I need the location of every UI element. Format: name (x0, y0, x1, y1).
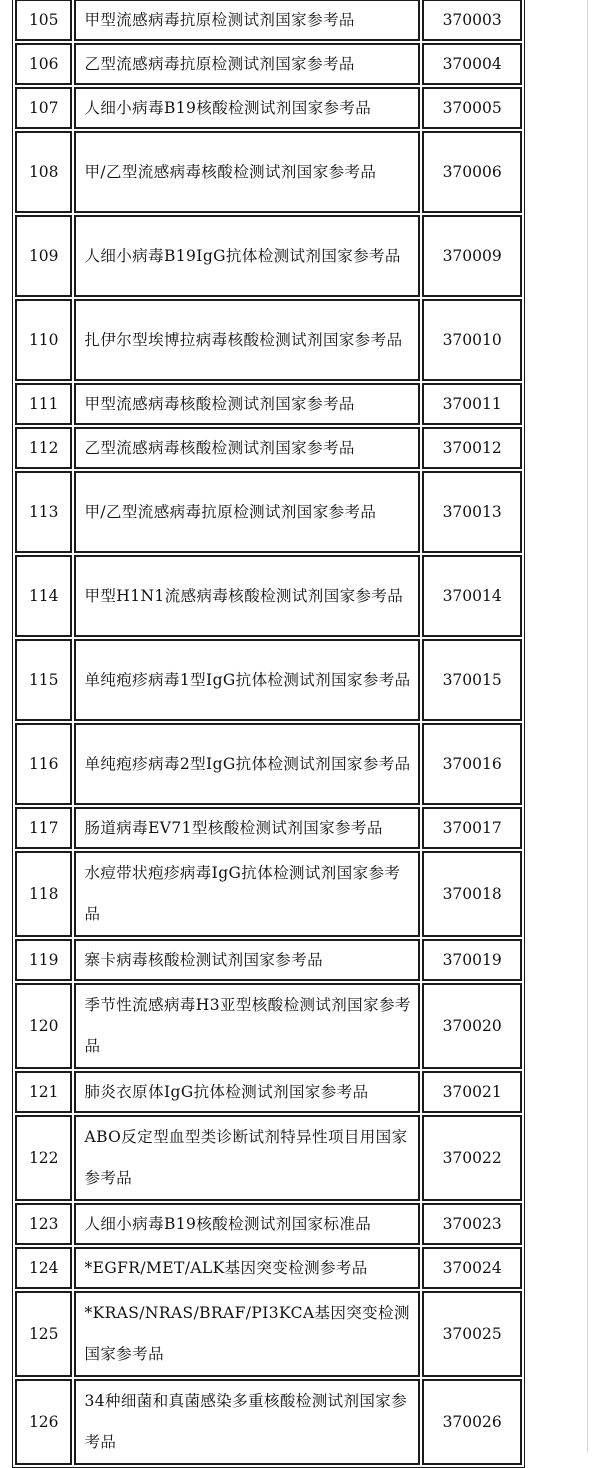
product-code-cell: 370004 (422, 43, 522, 85)
product-code-cell: 370024 (422, 1247, 522, 1289)
row-number-cell: 120 (15, 983, 72, 1069)
row-number-cell: 113 (15, 471, 72, 553)
page-edge-rule (587, 0, 588, 1452)
row-number-cell: 110 (15, 299, 72, 381)
product-code-cell: 370006 (422, 131, 522, 213)
table-row (15, 1115, 522, 1201)
product-name-cell: 扎伊尔型埃博拉病毒核酸检测试剂国家参考品 (74, 299, 420, 381)
product-name-cell: 人细小病毒B19核酸检测试剂国家参考品 (74, 87, 420, 129)
row-number-cell: 108 (15, 131, 72, 213)
row-number-cell: 109 (15, 215, 72, 297)
table-row (15, 43, 522, 85)
product-code-cell: 370009 (422, 215, 522, 297)
product-name-cell: 单纯疱疹病毒2型IgG抗体检测试剂国家参考品 (74, 723, 420, 805)
product-code-cell: 370019 (422, 939, 522, 981)
product-name-cell: 乙型流感病毒抗原检测试剂国家参考品 (74, 43, 420, 85)
product-code-cell: 370017 (422, 807, 522, 849)
table-row (15, 1247, 522, 1289)
product-name-cell: 肺炎衣原体IgG抗体检测试剂国家参考品 (74, 1071, 420, 1113)
table-row (15, 939, 522, 981)
table-row (15, 1379, 522, 1465)
product-code-cell: 370012 (422, 427, 522, 469)
product-code-cell: 370003 (422, 0, 522, 41)
table-row (15, 807, 522, 849)
product-name-cell: 水痘带状疱疹病毒IgG抗体检测试剂国家参考品 (74, 851, 420, 937)
product-code-cell: 370010 (422, 299, 522, 381)
table-row (15, 1291, 522, 1377)
row-number-cell: 105 (15, 0, 72, 41)
row-number-cell: 115 (15, 639, 72, 721)
table-row (15, 723, 522, 805)
product-name-cell: 肠道病毒EV71型核酸检测试剂国家参考品 (74, 807, 420, 849)
table-row (15, 1071, 522, 1113)
row-number-cell: 122 (15, 1115, 72, 1201)
product-name-cell: *KRAS/NRAS/BRAF/PI3KCA基因突变检测国家参考品 (74, 1291, 420, 1377)
product-code-cell: 370013 (422, 471, 522, 553)
row-number-cell: 106 (15, 43, 72, 85)
row-number-cell: 125 (15, 1291, 72, 1377)
product-code-cell: 370014 (422, 555, 522, 637)
product-name-cell: 人细小病毒B19核酸检测试剂国家标准品 (74, 1203, 420, 1245)
row-number-cell: 116 (15, 723, 72, 805)
table-row (15, 1203, 522, 1245)
product-code-cell: 370025 (422, 1291, 522, 1377)
row-number-cell: 123 (15, 1203, 72, 1245)
row-number-cell: 124 (15, 1247, 72, 1289)
row-number-cell: 111 (15, 383, 72, 425)
table-row (15, 555, 522, 637)
row-number-cell: 114 (15, 555, 72, 637)
product-name-cell: 寨卡病毒核酸检测试剂国家参考品 (74, 939, 420, 981)
product-code-cell: 370011 (422, 383, 522, 425)
row-number-cell: 119 (15, 939, 72, 981)
row-number-cell: 112 (15, 427, 72, 469)
product-name-cell: 季节性流感病毒H3亚型核酸检测试剂国家参考品 (74, 983, 420, 1069)
table-body (15, 0, 522, 1465)
table-row (15, 215, 522, 297)
product-name-cell: *EGFR/MET/ALK基因突变检测参考品 (74, 1247, 420, 1289)
table-row (15, 851, 522, 937)
product-code-cell: 370022 (422, 1115, 522, 1201)
product-code-cell: 370023 (422, 1203, 522, 1245)
product-name-cell: 甲/乙型流感病毒核酸检测试剂国家参考品 (74, 131, 420, 213)
table-row (15, 983, 522, 1069)
product-code-cell: 370026 (422, 1379, 522, 1465)
product-name-cell: 甲型H1N1流感病毒核酸检测试剂国家参考品 (74, 555, 420, 637)
table-row (15, 427, 522, 469)
product-name-cell: 乙型流感病毒核酸检测试剂国家参考品 (74, 427, 420, 469)
table-row (15, 471, 522, 553)
product-code-cell: 370020 (422, 983, 522, 1069)
table-row (15, 639, 522, 721)
row-number-cell: 121 (15, 1071, 72, 1113)
product-code-cell: 370015 (422, 639, 522, 721)
reference-material-table (12, 0, 525, 1468)
table-row (15, 299, 522, 381)
table-row (15, 131, 522, 213)
table-row (15, 87, 522, 129)
product-code-cell: 370021 (422, 1071, 522, 1113)
table-row (15, 383, 522, 425)
product-name-cell: 34种细菌和真菌感染多重核酸检测试剂国家参考品 (74, 1379, 420, 1465)
product-name-cell: 单纯疱疹病毒1型IgG抗体检测试剂国家参考品 (74, 639, 420, 721)
row-number-cell: 117 (15, 807, 72, 849)
product-code-cell: 370005 (422, 87, 522, 129)
row-number-cell: 126 (15, 1379, 72, 1465)
product-name-cell: 甲/乙型流感病毒抗原检测试剂国家参考品 (74, 471, 420, 553)
product-name-cell: ABO反定型血型类诊断试剂特异性项目用国家参考品 (74, 1115, 420, 1201)
product-name-cell: 人细小病毒B19IgG抗体检测试剂国家参考品 (74, 215, 420, 297)
product-name-cell: 甲型流感病毒抗原检测试剂国家参考品 (74, 0, 420, 41)
product-name-cell: 甲型流感病毒核酸检测试剂国家参考品 (74, 383, 420, 425)
product-code-cell: 370018 (422, 851, 522, 937)
table-row (15, 0, 522, 41)
product-code-cell: 370016 (422, 723, 522, 805)
row-number-cell: 107 (15, 87, 72, 129)
row-number-cell: 118 (15, 851, 72, 937)
